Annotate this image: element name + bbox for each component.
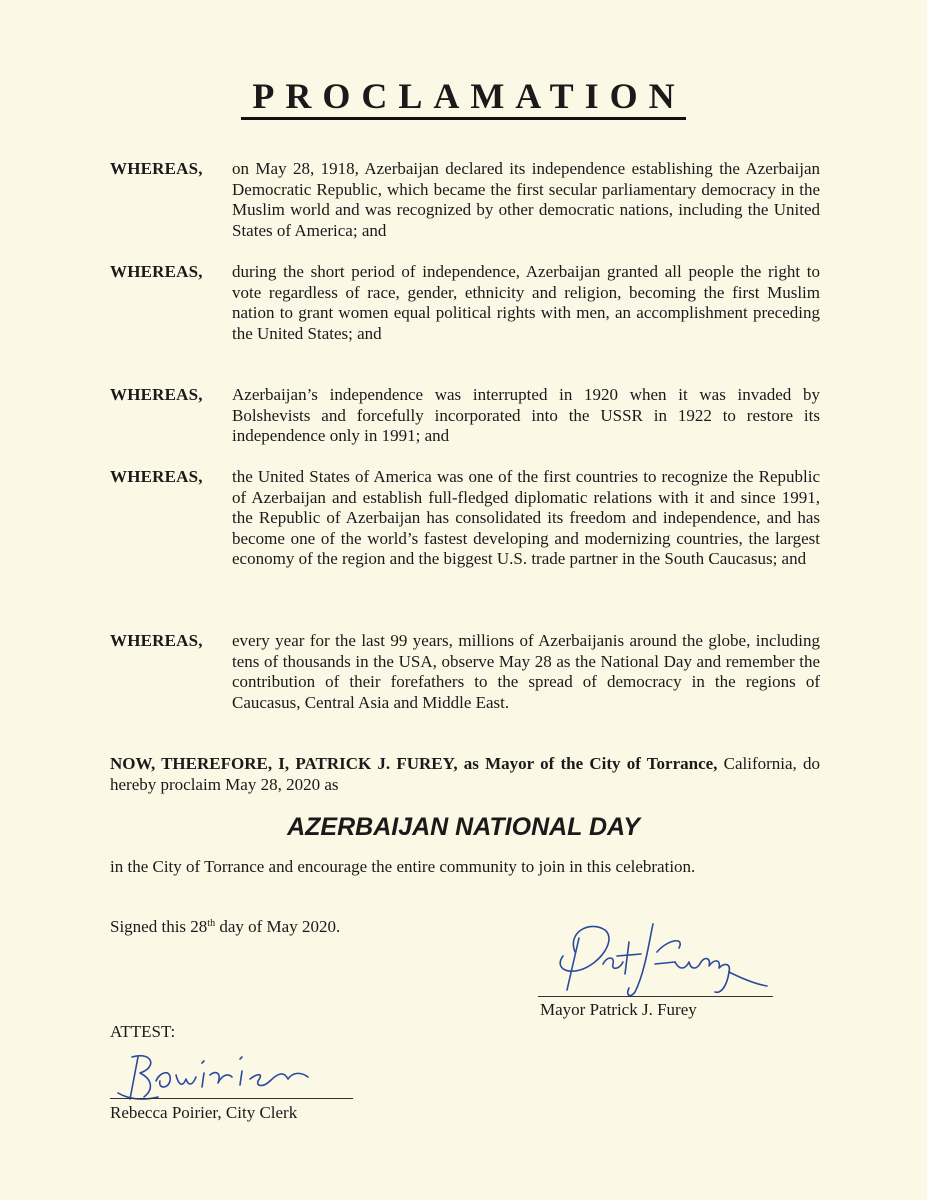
clause-text: the United States of America was one of the first countries to recognize the Republic of Azerbaijan and establish full-fledged diplomatic relations with it and since 1991, the Republic of Azerbaijan has consolidated its freedom and independence, and has become one of the world’s fastest developing and modernizing countries, the largest economy of the region and the biggest U.S. trade partner in the South Caucasus; and bbox=[232, 467, 820, 568]
therefore-rest-text: California, do hereby proclaim May 28, 2020 as bbox=[110, 754, 820, 794]
clause-text: on May 28, 1918, Azerbaijan declared its independence establishing the Azerbaijan Democratic Republic, which became the first secular parliamentary democracy in the Muslim world and was recognized by other democratic nations, including the United States of America; and bbox=[232, 159, 820, 240]
page-title: PROCLAMATION bbox=[0, 76, 927, 116]
community-paragraph: in the City of Torrance and encourage the entire community to join in this celebration. bbox=[110, 857, 696, 876]
attest-label: ATTEST: bbox=[110, 1022, 176, 1041]
clause-text: every year for the last 99 years, millions of Azerbaijanis around the globe, including tens of thousands in the USA, observe May 28 as the National Day and remember the contribution of their forefathers to the spread of democracy in the regions of Caucasus, Central Asia and Middle East. bbox=[232, 631, 820, 712]
proclaimed-day-heading: AZERBAIJAN NATIONAL DAY bbox=[287, 813, 640, 841]
whereas-clause-1 bbox=[110, 159, 820, 241]
clerk-signature-line bbox=[110, 1098, 353, 1099]
mayor-signature-line bbox=[538, 996, 773, 997]
whereas-clause-2 bbox=[110, 262, 820, 344]
clause-text: Azerbaijan’s independence was interrupted in 1920 when it was invaded by Bolshevists and forcefully incorporated into the USSR in 1922 to restore its independence only in 1991; and bbox=[232, 385, 820, 445]
clerk-title: Rebecca Poirier, City Clerk bbox=[110, 1103, 298, 1122]
clerk-signature-icon bbox=[118, 1043, 318, 1103]
mayor-title: Mayor Patrick J. Furey bbox=[540, 1000, 697, 1019]
clause-label: WHEREAS, bbox=[110, 631, 203, 650]
clause-label: WHEREAS, bbox=[110, 385, 203, 404]
whereas-clause-3 bbox=[110, 385, 820, 447]
signed-date: Signed this 28th day of May 2020. bbox=[110, 917, 341, 936]
therefore-paragraph bbox=[110, 754, 820, 795]
whereas-clause-4 bbox=[110, 467, 820, 570]
clause-label: WHEREAS, bbox=[110, 262, 203, 281]
mayor-signature-icon bbox=[545, 912, 775, 1002]
therefore-bold-text: NOW, THEREFORE, I, PATRICK J. FUREY, as Mayor of the City of Torrance, bbox=[110, 754, 718, 773]
clause-text: during the short period of independence, Azerbaijan granted all people the right to vote regardless of race, gender, ethnicity and religion, becoming the first Muslim nation to grant women equal political rights with men, an accomplishment preceding the United States; and bbox=[232, 262, 820, 343]
clause-label: WHEREAS, bbox=[110, 467, 203, 486]
clause-label: WHEREAS, bbox=[110, 159, 203, 178]
whereas-clause-5 bbox=[110, 631, 820, 713]
